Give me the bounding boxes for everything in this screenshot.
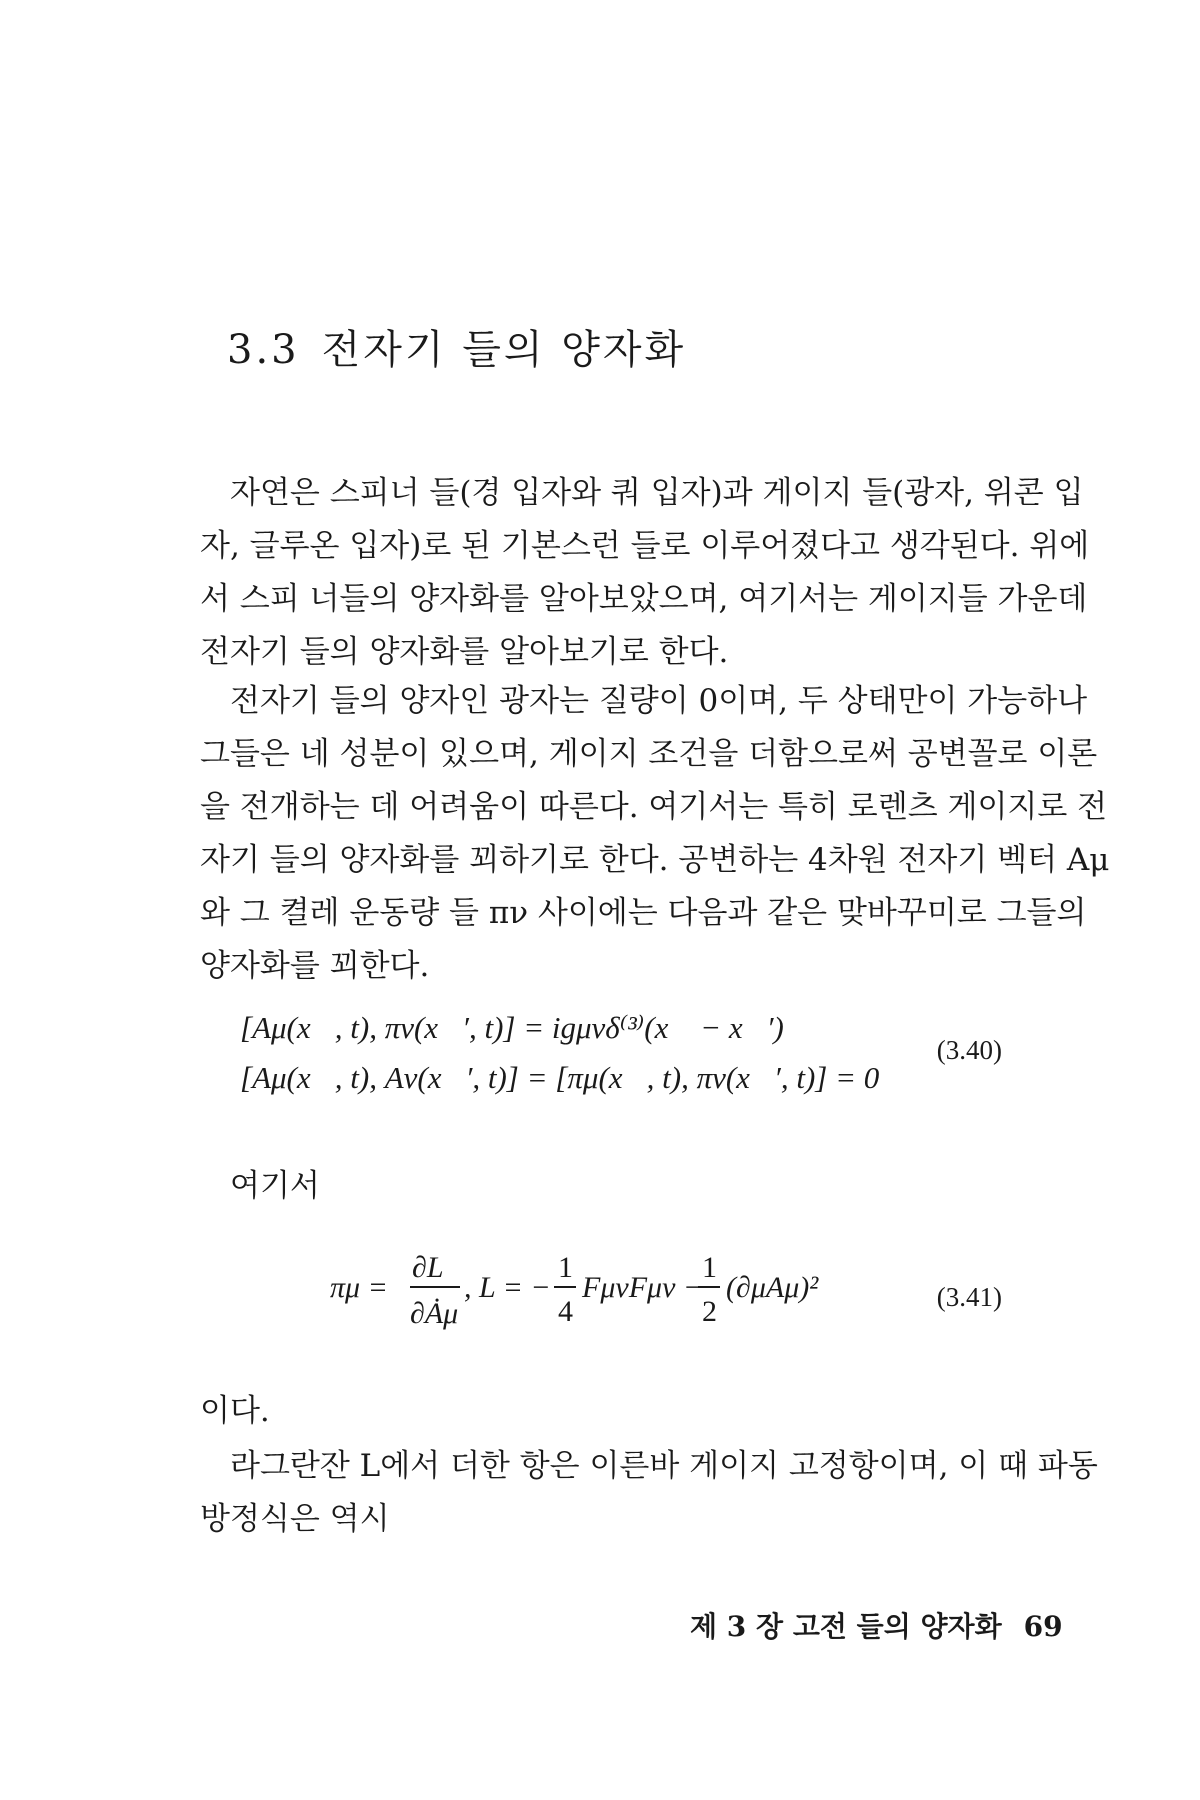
eq-lagrangian: , L = − — [464, 1271, 551, 1304]
text-line: 전자기 들의 양자인 광자는 질량이 0이며, 두 상태만이 가능하나 — [230, 683, 1088, 719]
text-line: 양자화를 꾀한다. — [200, 948, 430, 984]
text-line: 라그란잔 L에서 더한 항은 이른바 게이지 고정항이며, 이 때 파동 — [230, 1448, 1098, 1484]
text-line: 자, 글루온 입자)로 된 기본스런 들로 이루어졌다고 생각된다. 위에 — [200, 528, 1090, 564]
word-here: 여기서 — [230, 1168, 320, 1204]
text-line: 전자기 들의 양자화를 알아보기로 한다. — [200, 634, 729, 670]
eq-denominator: ∂Ȧμ — [410, 1297, 459, 1330]
paragraph-2 — [200, 675, 1110, 993]
text-line: 을 전개하는 데 어려움이 따른다. 여기서는 특히 로렌츠 게이지로 전 — [200, 789, 1108, 825]
eq-gauge-term: (∂μAμ)² — [726, 1271, 819, 1304]
eq-numerator: ∂L — [412, 1251, 444, 1284]
page-footer — [690, 1605, 1063, 1645]
section-title: 전자기 들의 양자화 — [321, 327, 687, 373]
text-line: 서 스피 너들의 양자화를 알아보았으며, 여기서는 게이지들 가운데 — [200, 581, 1088, 617]
equation-3-40-line-2: [Aμ(x⃗, t), Aν(x⃗′, t)] = [πμ(x⃗, t), πν(x⃗′, t)] = 0 — [240, 1060, 880, 1095]
section-number: 3.3 — [227, 327, 300, 373]
paragraph-3 — [200, 1440, 1098, 1546]
eq-half-num: 1 — [702, 1251, 717, 1284]
text-line: 와 그 켤레 운동량 들 πν 사이에는 다음과 같은 맞바꾸미로 그들의 — [200, 895, 1087, 931]
equation-number-3-41: (3.41) — [936, 1282, 1002, 1312]
equation-3-40-line-1: [Aμ(x⃗, t), πν(x⃗′, t)] = igμνδ⁽³⁾(x⃗ − x⃗′) — [240, 1010, 784, 1045]
running-head: 제 3 장 고전 들의 양자화 — [690, 1610, 1002, 1643]
section-heading — [227, 318, 686, 375]
text-line: 자기 들의 양자화를 꾀하기로 한다. 공변하는 4차원 전자기 벡터 Aμ — [200, 842, 1110, 878]
eq-field-term: FμνFμν − — [582, 1271, 704, 1304]
word-is: 이다. — [200, 1393, 270, 1429]
text-line: 그들은 네 성분이 있으며, 게이지 조건을 더함으로써 공변꼴로 이론 — [200, 736, 1098, 772]
text-line: 자연은 스피너 들(경 입자와 쿼 입자)과 게이지 들(광자, 위콘 입 — [230, 475, 1084, 511]
text-line: 방정식은 역시 — [200, 1501, 390, 1537]
eq-quarter-den: 4 — [558, 1295, 573, 1328]
eq-half-den: 2 — [702, 1295, 717, 1328]
paragraph-1 — [200, 467, 1090, 679]
eq-quarter-num: 1 — [558, 1251, 573, 1284]
page-number: 69 — [1023, 1610, 1063, 1643]
equation-number-3-40: (3.40) — [936, 1035, 1002, 1065]
equation-3-41 — [330, 1245, 850, 1335]
eq-pi: πμ = — [330, 1271, 388, 1304]
